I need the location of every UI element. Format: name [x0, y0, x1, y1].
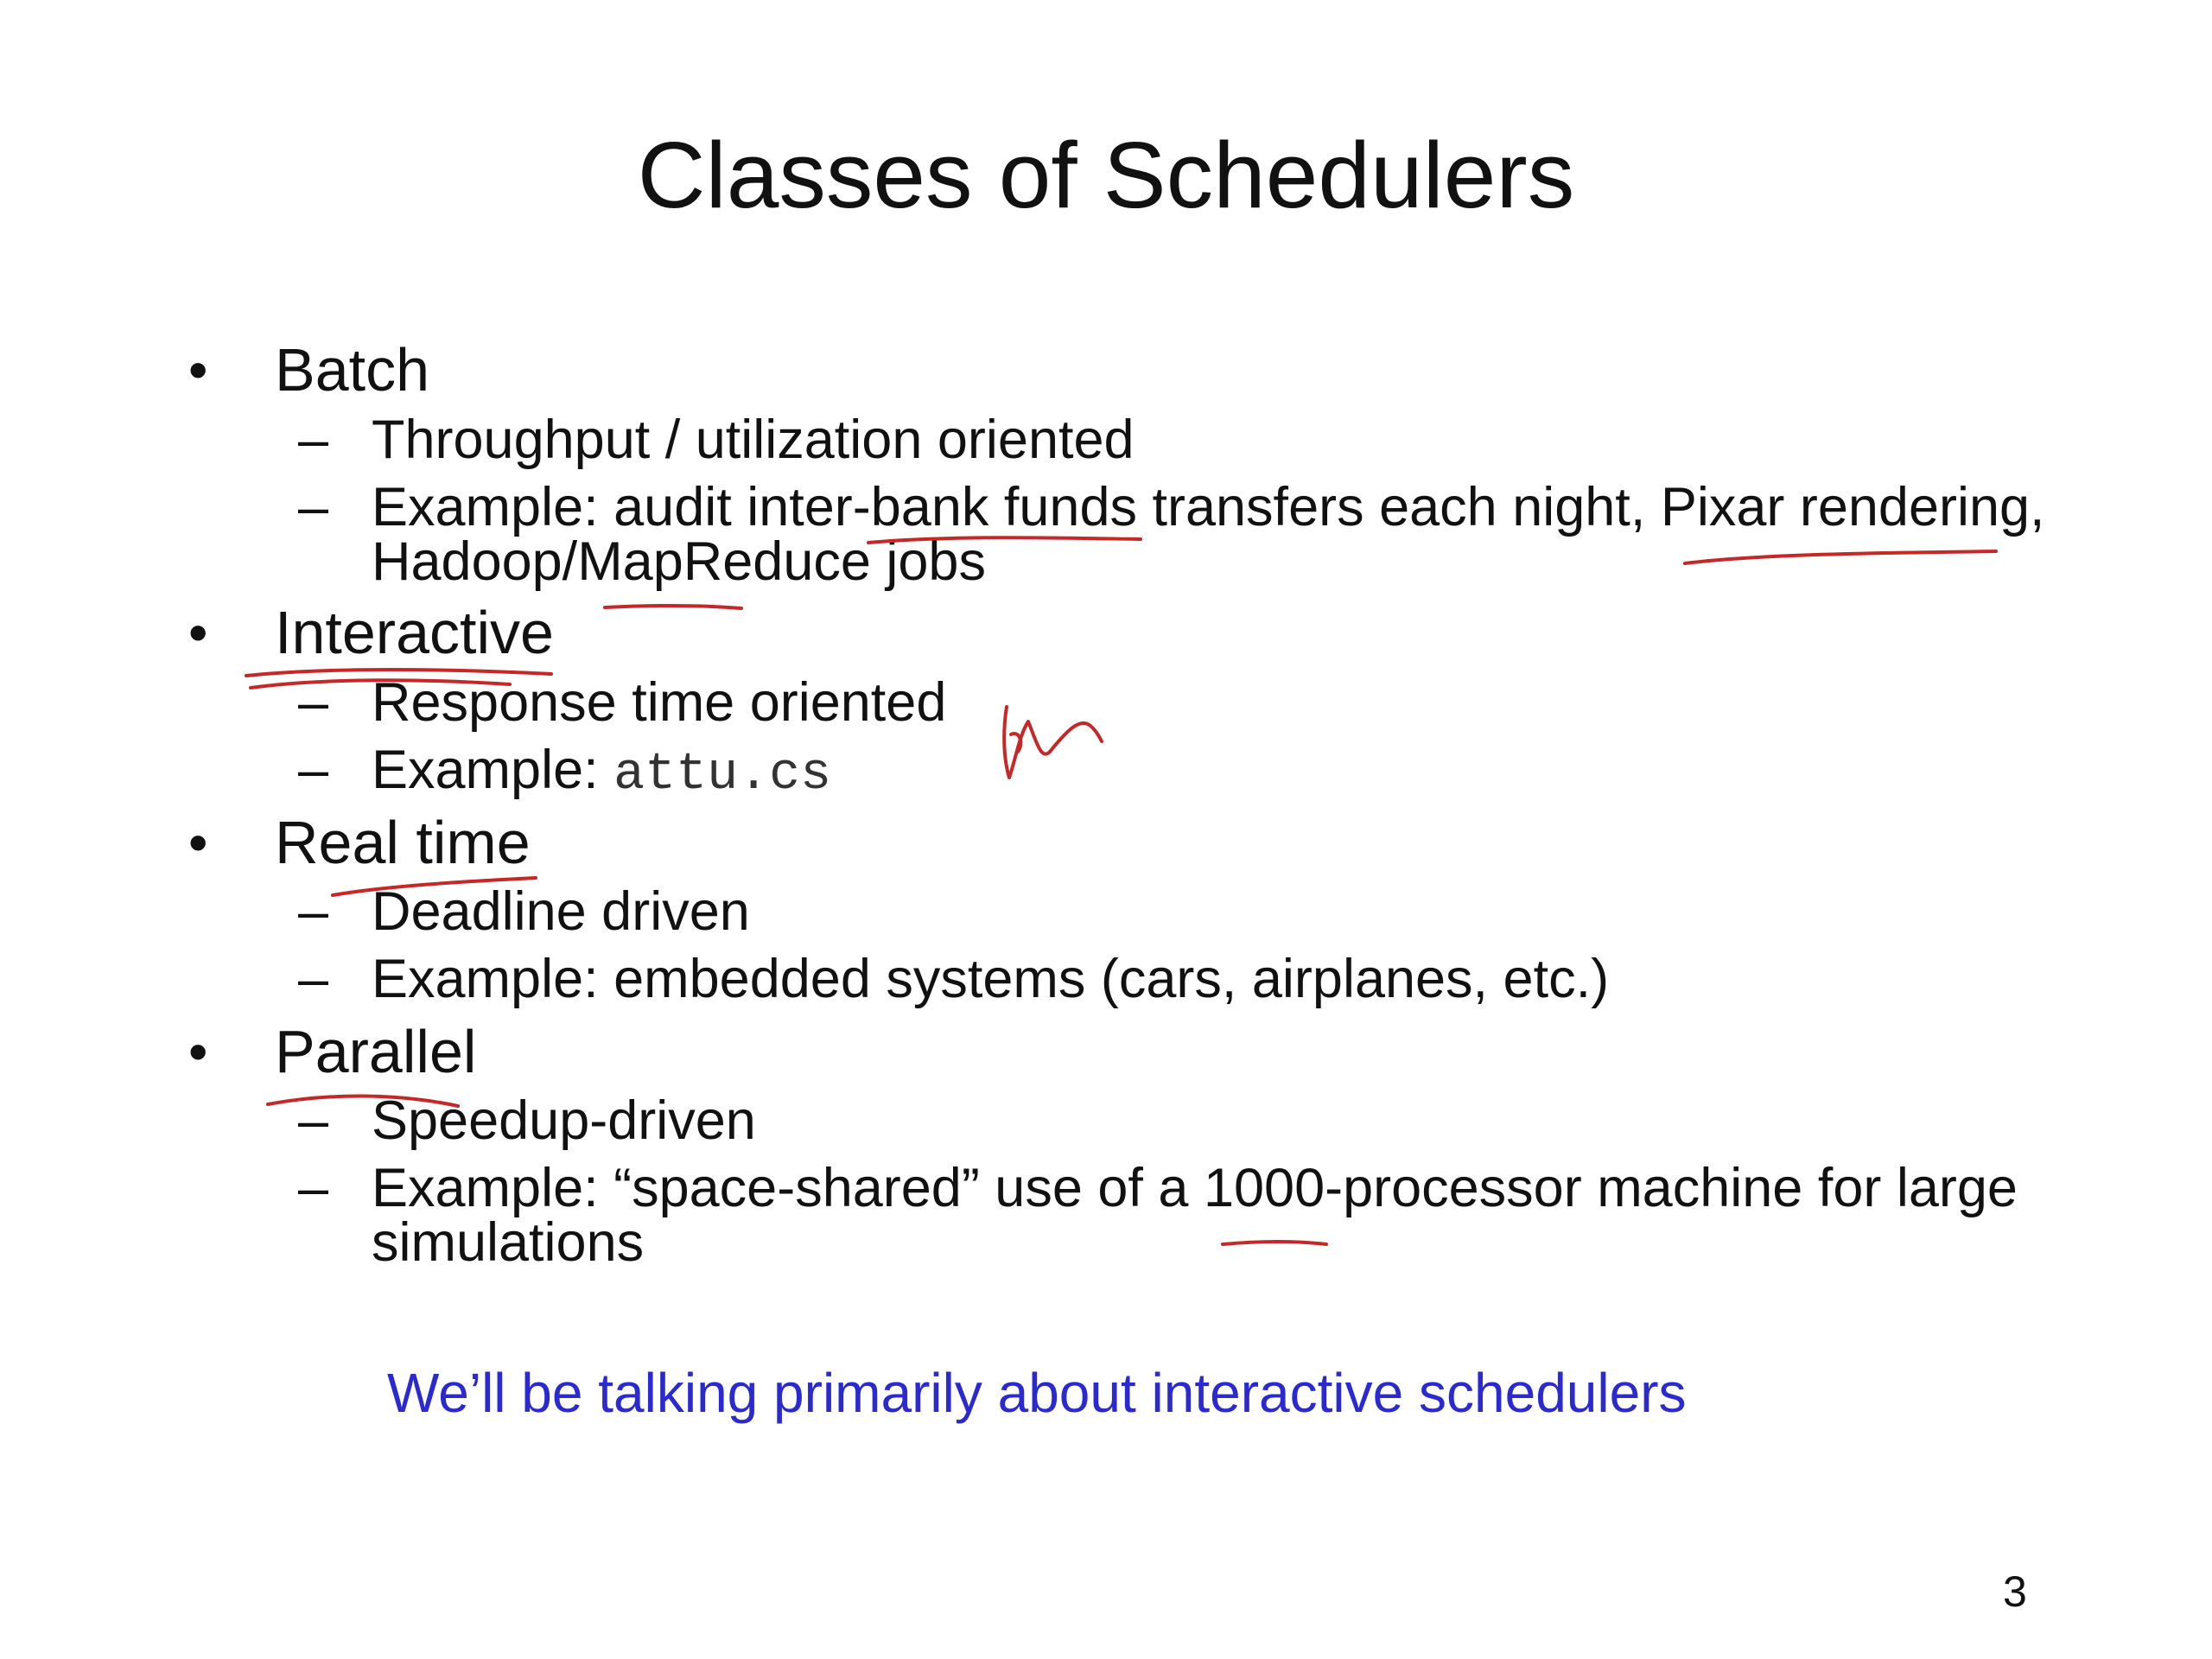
dash-marker: – — [298, 949, 329, 1009]
bullet-marker: • — [188, 811, 208, 874]
sub-item: Example: audit inter-bank funds transfers each night, Pixar rendering, — [372, 477, 2045, 537]
dash-marker: – — [298, 740, 329, 800]
sub-item: Example: “space-shared” use of a 1000-processor machine for large — [372, 1158, 2018, 1218]
hostname-code: attu.cs — [613, 746, 832, 804]
bullet-batch: Batch — [275, 336, 429, 404]
bullet-marker: • — [188, 339, 208, 401]
bullet-parallel: Parallel — [275, 1018, 477, 1085]
sub-item: Throughput / utilization oriented — [372, 410, 1135, 470]
sub-item: Example: embedded systems (cars, airplanes, etc.) — [372, 949, 1610, 1009]
dash-marker: – — [298, 1090, 329, 1151]
dash-marker: – — [298, 672, 329, 733]
bullet-interactive: Interactive — [275, 599, 554, 666]
sub-item-continuation: simulations — [372, 1212, 645, 1273]
slide-title: Classes of Schedulers — [637, 123, 1575, 228]
sub-item: Speedup-driven — [372, 1090, 756, 1151]
bullet-real-time: Real time — [275, 809, 531, 876]
dash-marker: – — [298, 881, 329, 942]
sub-item-text: Example: — [372, 740, 614, 800]
bullet-marker: • — [188, 601, 208, 664]
dash-marker: – — [298, 477, 329, 537]
sub-item — [372, 742, 831, 803]
dash-marker: – — [298, 410, 329, 470]
sub-item-continuation: Hadoop/MapReduce jobs — [372, 531, 986, 592]
page-number: 3 — [2003, 1567, 2027, 1616]
sub-item: Response time oriented — [372, 672, 947, 733]
dash-marker: – — [298, 1158, 329, 1218]
bullet-marker: • — [188, 1020, 208, 1083]
sub-item: Deadline driven — [372, 881, 750, 942]
slide-note: We’ll be talking primarily about interactive schedulers — [387, 1362, 1687, 1424]
